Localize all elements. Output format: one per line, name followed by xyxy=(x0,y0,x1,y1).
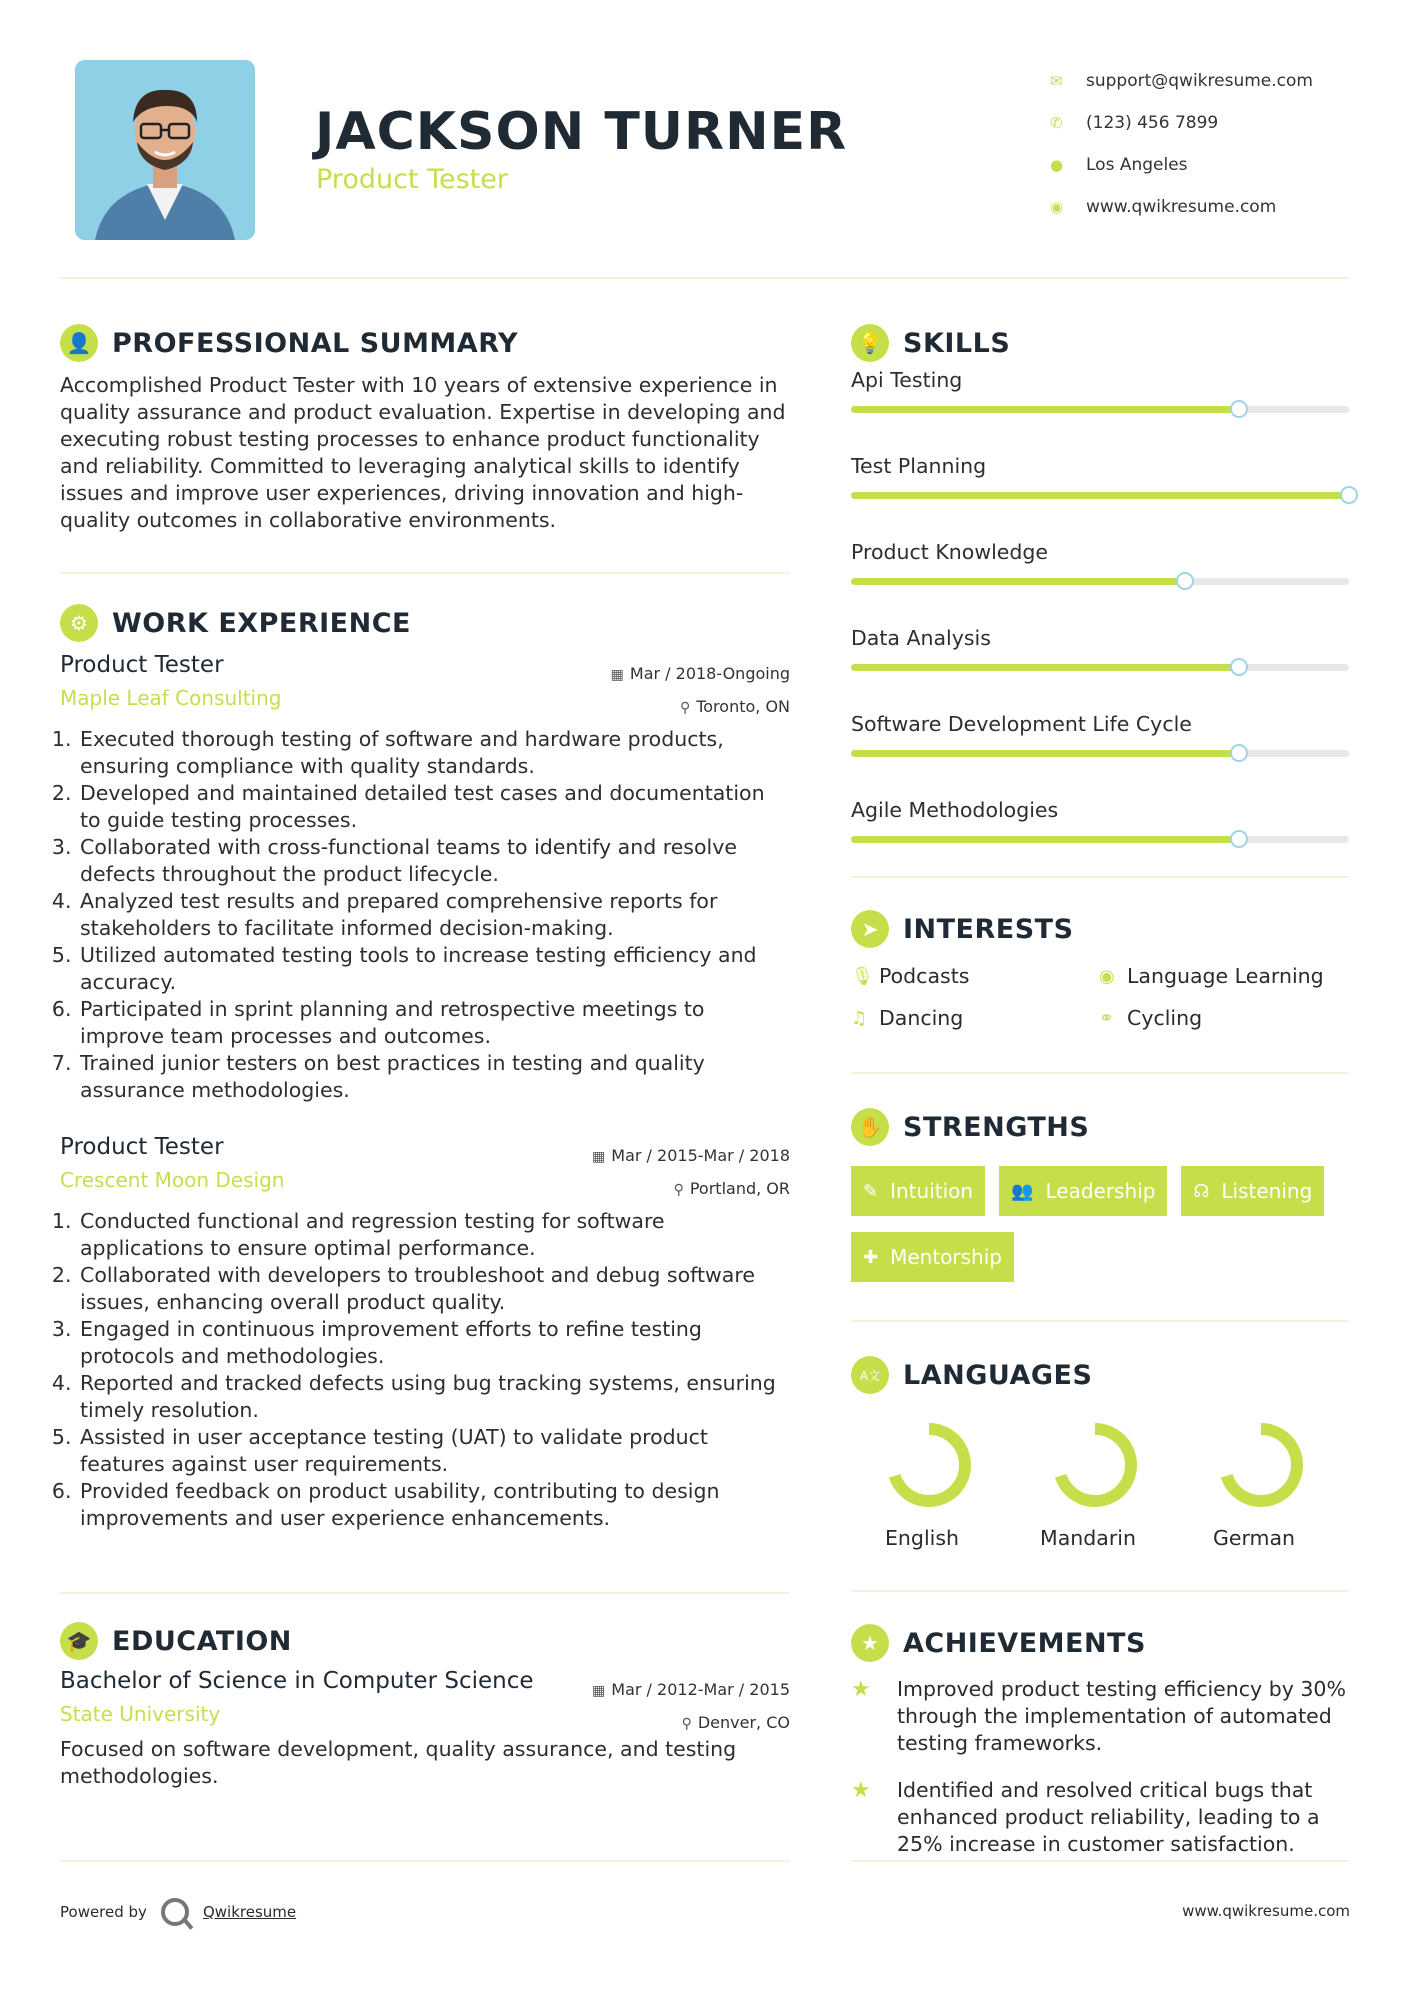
skill-item xyxy=(851,454,1349,530)
interests-heading: INTERESTS xyxy=(903,913,1074,945)
map-pin-icon: ● xyxy=(1050,156,1064,174)
skills-list xyxy=(851,368,1349,874)
skill-knob[interactable] xyxy=(1340,486,1358,504)
brand-link[interactable]: Qwikresume xyxy=(202,1903,297,1921)
footer-url-link[interactable]: www.qwikresume.com xyxy=(1182,1902,1350,1920)
job-company: Maple Leaf Consulting xyxy=(60,686,282,710)
job-title: Product Tester xyxy=(60,652,224,678)
job-title: Product Tester xyxy=(60,1134,224,1160)
language-item xyxy=(1183,1420,1349,1550)
right-column xyxy=(851,318,1349,1858)
phone-icon: ✆ xyxy=(1050,114,1063,132)
skill-name: Api Testing xyxy=(851,368,963,392)
section-divider xyxy=(851,876,1349,878)
skill-item xyxy=(851,712,1349,788)
achievement-item: ★ Identified and resolved critical bugs that enhanced product reliability, leading to a 25% increase in customer satisfaction. xyxy=(851,1778,1320,1856)
degree-title: Bachelor of Science in Computer Science xyxy=(60,1668,534,1694)
list-item: 2. Developed and maintained detailed test cases and documentation to guide testing processes. xyxy=(78,780,790,834)
lightbulb-icon: 💡 xyxy=(851,324,889,362)
summary-heading: PROFESSIONAL SUMMARY xyxy=(112,327,519,359)
job-date: Mar / 2015-Mar / 2018 xyxy=(611,1146,790,1165)
section-divider xyxy=(851,1320,1349,1322)
globe-icon: ◉ xyxy=(1099,965,1115,987)
achievement-item: ★ Improved product testing efficiency by 30% through the implementation of automated testing frameworks. xyxy=(851,1677,1346,1755)
header-divider xyxy=(60,277,1350,279)
pin-icon: ⚲ xyxy=(681,1716,692,1732)
skill-track xyxy=(851,578,1349,585)
interests-list xyxy=(851,964,1349,1030)
trophy-icon: ★ xyxy=(851,1624,889,1662)
language-gauge xyxy=(1050,1420,1150,1520)
microphone-icon: 🎙 xyxy=(851,965,874,987)
job-meta xyxy=(592,1140,790,1206)
language-name: Mandarin xyxy=(1040,1526,1136,1550)
summary-section xyxy=(60,318,790,534)
skill-track xyxy=(851,664,1349,671)
candidate-title: Product Tester xyxy=(316,164,508,195)
list-item: 5. Utilized automated testing tools to increase testing efficiency and accuracy. xyxy=(78,942,790,996)
work-heading: WORK EXPERIENCE xyxy=(112,607,411,639)
list-item: 5. Assisted in user acceptance testing (UAT) to validate product features against user requirements. xyxy=(78,1424,790,1478)
strengths-heading: STRENGTHS xyxy=(903,1111,1090,1143)
user-icon: 👤 xyxy=(60,324,98,362)
skill-fill xyxy=(851,492,1349,499)
skill-item xyxy=(851,626,1349,702)
job-location: Toronto, ON xyxy=(696,697,790,716)
language-gauge-arc xyxy=(1059,1429,1131,1501)
skill-track xyxy=(851,836,1349,843)
language-name: German xyxy=(1212,1526,1296,1550)
skill-track xyxy=(851,750,1349,757)
star-icon: ★ xyxy=(851,1677,871,1702)
list-item: 4. Analyzed test results and prepared comprehensive reports for stakeholders to facilitate informed decision-making. xyxy=(78,888,790,942)
summary-text: Accomplished Product Tester with 10 years of extensive experience in quality assurance and product evaluation. Expertise in developing and executing robust testing processes to enhance product functionality and reliability. Committed to leveraging analytical skills to identify issues and improve user experiences, driving innovation and high-quality outcomes in collaborative environments. xyxy=(60,373,786,532)
skill-fill xyxy=(851,406,1239,413)
skill-track xyxy=(851,492,1349,499)
language-icon: A文 xyxy=(851,1356,889,1394)
contact-list xyxy=(1050,60,1350,228)
school-name: State University xyxy=(60,1702,221,1726)
skills-section xyxy=(851,318,1349,874)
skill-knob[interactable] xyxy=(1230,400,1248,418)
language-gauge xyxy=(1216,1420,1316,1520)
section-divider xyxy=(60,1592,790,1594)
strength-badge: ☊ Listening xyxy=(1181,1166,1324,1216)
list-item: 3. Collaborated with cross-functional teams to identify and resolve defects throughout the product lifecycle. xyxy=(78,834,790,888)
skill-name: Data Analysis xyxy=(851,626,991,650)
list-item: 1. Executed thorough testing of software and hardware products, ensuring compliance with quality standards. xyxy=(78,726,790,780)
strength-badge: ✎ Intuition xyxy=(851,1166,985,1216)
skill-fill xyxy=(851,836,1239,843)
star-icon: ★ xyxy=(851,1778,871,1803)
skills-heading: SKILLS xyxy=(903,327,1011,359)
list-item: 6. Participated in sprint planning and retrospective meetings to improve team processes and outcomes. xyxy=(78,996,790,1050)
education-section xyxy=(60,1616,790,1790)
language-gauge xyxy=(884,1420,984,1520)
interest-item: ♫ Dancing xyxy=(851,1006,964,1030)
interest-item: ◉ Language Learning xyxy=(1099,964,1324,988)
languages-section xyxy=(851,1350,1349,1550)
headphones-icon: ☊ xyxy=(1193,1180,1210,1202)
language-gauge-arc xyxy=(893,1429,965,1501)
strengths-section xyxy=(851,1102,1349,1282)
interests-section xyxy=(851,904,1349,1030)
education-date: Mar / 2012-Mar / 2015 xyxy=(611,1680,790,1699)
achievements-heading: ACHIEVEMENTS xyxy=(903,1627,1146,1659)
job-location: Portland, OR xyxy=(689,1179,790,1198)
strength-badge: ✚ Mentorship xyxy=(851,1232,1014,1282)
section-divider xyxy=(60,572,790,574)
strengths-list xyxy=(851,1166,1349,1282)
pin-icon: ⚲ xyxy=(673,1182,684,1198)
skill-name: Software Development Life Cycle xyxy=(851,712,1192,736)
contact-email[interactable]: ✉ support@qwikresume.com xyxy=(1050,71,1313,91)
education-heading: EDUCATION xyxy=(112,1625,292,1657)
skill-item xyxy=(851,368,1349,444)
language-gauge-arc xyxy=(1225,1429,1297,1501)
achievements-section xyxy=(851,1618,1349,1858)
hand-icon: ✋ xyxy=(851,1108,889,1146)
job-bullets xyxy=(60,1208,790,1532)
job-date: Mar / 2018-Ongoing xyxy=(629,664,790,683)
job-entry-2 xyxy=(60,1134,790,1532)
skill-fill xyxy=(851,750,1239,757)
education-location: Denver, CO xyxy=(697,1713,790,1732)
skill-knob[interactable] xyxy=(1230,830,1248,848)
job-company: Crescent Moon Design xyxy=(60,1168,285,1192)
briefcase-icon: ⚙ xyxy=(60,604,98,642)
candidate-name: JACKSON TURNER xyxy=(315,102,848,162)
job-entry-1 xyxy=(60,652,790,1104)
skill-fill xyxy=(851,664,1239,671)
profile-photo xyxy=(75,60,255,240)
paper-plane-icon: ➤ xyxy=(851,910,889,948)
resume-header xyxy=(60,60,1350,280)
education-entry xyxy=(60,1668,790,1790)
user-plus-icon: ✚ xyxy=(863,1246,879,1268)
users-icon: 👥 xyxy=(1011,1180,1034,1202)
interest-item: ⚭ Cycling xyxy=(1099,1006,1203,1030)
footer xyxy=(60,1896,1350,1926)
skill-item xyxy=(851,798,1349,874)
list-item: 3. Engaged in continuous improvement efforts to refine testing protocols and methodologies. xyxy=(78,1316,790,1370)
contact-website[interactable]: ◉ www.qwikresume.com xyxy=(1050,197,1277,217)
skill-name: Agile Methodologies xyxy=(851,798,1059,822)
interest-item: 🎙 Podcasts xyxy=(851,964,970,988)
list-item: 4. Reported and tracked defects using bug tracking systems, ensuring timely resolution. xyxy=(78,1370,790,1424)
skill-item xyxy=(851,540,1349,616)
section-divider xyxy=(851,1072,1349,1074)
skill-name: Test Planning xyxy=(851,454,987,478)
calendar-icon: ▦ xyxy=(592,1149,606,1165)
right-bottom-divider xyxy=(851,1860,1349,1862)
section-divider xyxy=(851,1590,1349,1592)
profile-portrait-illustration xyxy=(75,60,255,240)
list-item: 6. Provided feedback on product usability, contributing to design improvements and user experience enhancements. xyxy=(78,1478,790,1532)
contact-phone[interactable]: ✆ (123) 456 7899 xyxy=(1050,113,1219,133)
work-section xyxy=(60,598,790,1532)
education-text: Focused on software development, quality assurance, and testing methodologies. xyxy=(60,1737,737,1788)
language-name: English xyxy=(884,1526,960,1550)
skill-track xyxy=(851,406,1349,413)
globe-icon: ◉ xyxy=(1050,198,1064,216)
powered-by: Powered by Qwikresume xyxy=(60,1898,296,1926)
bicycle-icon: ⚭ xyxy=(1099,1007,1115,1029)
strength-badge: 👥 Leadership xyxy=(999,1166,1167,1216)
magic-wand-icon: ✎ xyxy=(863,1180,879,1202)
education-meta xyxy=(592,1674,790,1740)
qwikresume-logo-icon xyxy=(161,1898,189,1926)
list-item: 2. Collaborated with developers to troubleshoot and debug software issues, enhancing overall product quality. xyxy=(78,1262,790,1316)
pin-icon: ⚲ xyxy=(679,700,691,716)
list-item: 7. Trained junior testers on best practices in testing and quality assurance methodologies. xyxy=(78,1050,790,1104)
languages-list xyxy=(851,1420,1349,1550)
skill-knob[interactable] xyxy=(1230,744,1248,762)
graduation-icon: 🎓 xyxy=(60,1622,98,1660)
contact-location: ● Los Angeles xyxy=(1050,155,1188,175)
left-column xyxy=(60,318,790,1790)
list-item: 1. Conducted functional and regression testing for software applications to ensure optimal performance. xyxy=(78,1208,790,1262)
left-bottom-divider xyxy=(60,1860,790,1862)
skill-knob[interactable] xyxy=(1176,572,1194,590)
skill-name: Product Knowledge xyxy=(851,540,1049,564)
calendar-icon: ▦ xyxy=(592,1683,606,1699)
music-icon: ♫ xyxy=(851,1007,868,1029)
skill-knob[interactable] xyxy=(1230,658,1248,676)
calendar-icon: ▦ xyxy=(610,667,624,683)
skill-fill xyxy=(851,578,1185,585)
envelope-icon: ✉ xyxy=(1050,72,1063,90)
job-bullets xyxy=(60,726,790,1104)
job-meta xyxy=(611,658,790,724)
languages-heading: LANGUAGES xyxy=(903,1359,1093,1391)
